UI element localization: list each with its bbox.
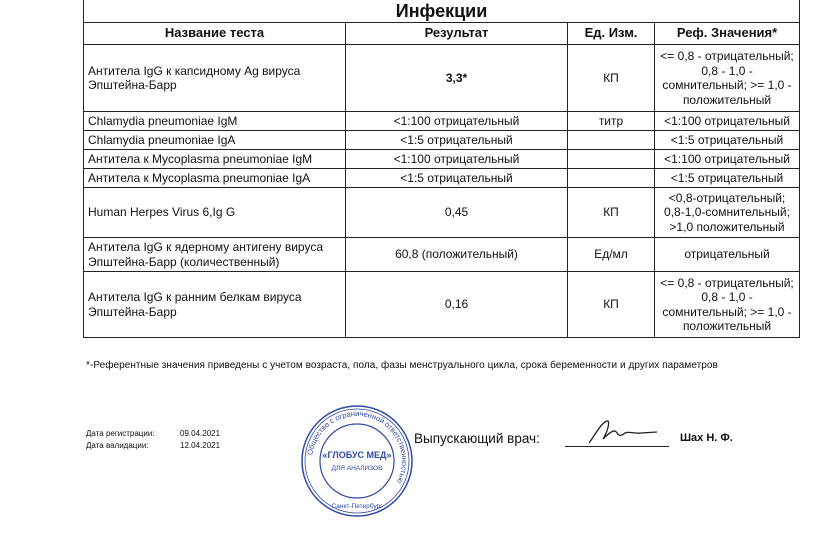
- stamp-ring-path: Общество с ограниченной ответственностью: [305, 408, 410, 485]
- signer-label: Выпускающий врач:: [414, 431, 540, 446]
- header-reference: Реф. Значения*: [655, 23, 800, 45]
- table-row: [84, 188, 800, 238]
- test-name: Антитела к Mycoplasma pneumoniae IgM: [84, 150, 346, 169]
- test-name: Антитела IgG к капсидному Ag вируса Эпштейна-Барр: [84, 45, 346, 112]
- header-unit: Ед. Изм.: [568, 23, 655, 45]
- header-test-name: Название теста: [84, 23, 346, 45]
- test-reference: <= 0,8 - отрицательный; 0,8 - 1,0 - сомнительный; >= 1,0 - положительный: [655, 272, 800, 338]
- results-table: [83, 0, 800, 338]
- test-reference: отрицательный: [655, 238, 800, 272]
- test-result: <1:100 отрицательный: [346, 112, 568, 131]
- test-unit: [568, 150, 655, 169]
- table-row: [84, 238, 800, 272]
- test-unit: титр: [568, 112, 655, 131]
- registration-date: 09.04.2021: [180, 429, 221, 438]
- clinic-stamp: [300, 404, 414, 518]
- signer-name: Шах Н. Ф.: [680, 432, 733, 444]
- test-name: Chlamydia pneumoniae IgM: [84, 112, 346, 131]
- section-title: Инфекции: [84, 0, 800, 23]
- stamp-city: Санкт-Петербург: [331, 503, 383, 510]
- table-row: [84, 169, 800, 188]
- test-name: Chlamydia pneumoniae IgA: [84, 131, 346, 150]
- table-row: [84, 112, 800, 131]
- test-reference: <1:100 отрицательный: [655, 112, 800, 131]
- test-unit: [568, 169, 655, 188]
- test-unit: [568, 131, 655, 150]
- test-result: <1:5 отрицательный: [346, 131, 568, 150]
- registration-row: [86, 428, 220, 440]
- validation-label: Дата валидации:: [86, 441, 149, 450]
- test-unit: Ед/мл: [568, 238, 655, 272]
- test-result: 60,8 (положительный): [346, 238, 568, 272]
- test-result: <1:100 отрицательный: [346, 150, 568, 169]
- reference-footnote: *-Референтные значения приведены с учетом возраста, пола, фазы менструального цикла, срока беременности и других параметров: [86, 360, 718, 371]
- test-result: 0,45: [346, 188, 568, 238]
- table-row: [84, 131, 800, 150]
- test-reference: <1:100 отрицательный: [655, 150, 800, 169]
- test-name: Антитела IgG к ранним белкам вируса Эпштейна-Барр: [84, 272, 346, 338]
- signature-icon: [585, 417, 665, 449]
- test-reference: <= 0,8 - отрицательный; 0,8 - 1,0 - сомнительный; >= 1,0 - положительный: [655, 45, 800, 112]
- test-unit: КП: [568, 45, 655, 112]
- table-row: [84, 272, 800, 338]
- table-header: [84, 23, 800, 45]
- test-name: Антитела к Mycoplasma pneumoniae IgA: [84, 169, 346, 188]
- test-result: 3,3*: [346, 45, 568, 112]
- stamp-subtitle: ДЛЯ АНАЛИЗОВ: [331, 465, 383, 472]
- test-unit: КП: [568, 188, 655, 238]
- test-reference: <1:5 отрицательный: [655, 131, 800, 150]
- report-dates: [86, 428, 220, 452]
- test-unit: КП: [568, 272, 655, 338]
- validation-row: [86, 440, 220, 452]
- test-result: 0,16: [346, 272, 568, 338]
- registration-label: Дата регистрации:: [86, 429, 155, 438]
- test-name: Антитела IgG к ядерному антигену вируса Эпштейна-Барр (количественный): [84, 238, 346, 272]
- section-title-row: [84, 0, 800, 23]
- test-result: <1:5 отрицательный: [346, 169, 568, 188]
- test-reference: <0,8-отрицательный; 0,8-1,0-сомнительный; >1,0 положительный: [655, 188, 800, 238]
- header-result: Результат: [346, 23, 568, 45]
- test-reference: <1:5 отрицательный: [655, 169, 800, 188]
- validation-date: 12.04.2021: [180, 441, 221, 450]
- stamp-name: «ГЛОБУС МЕД»: [322, 450, 392, 460]
- test-name: Human Herpes Virus 6,Ig G: [84, 188, 346, 238]
- table-row: [84, 45, 800, 112]
- table-row: [84, 150, 800, 169]
